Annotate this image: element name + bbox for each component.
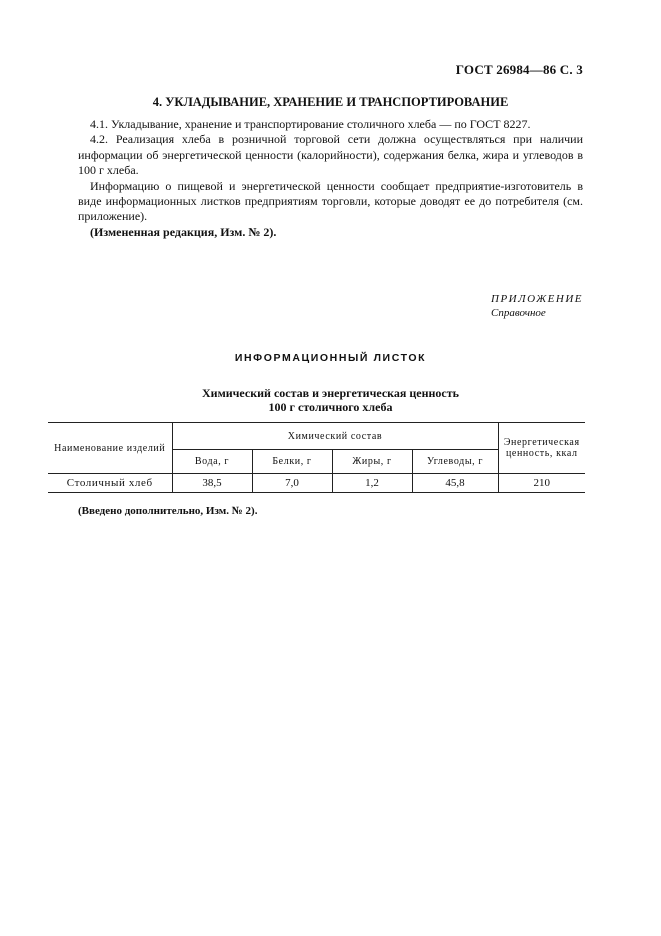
cell-water: 38,5 [172, 474, 252, 493]
cell-product-name: Столичный хлеб [48, 474, 172, 493]
cell-fat: 1,2 [332, 474, 412, 493]
header-carbohydrates: Углеводы, г [412, 450, 498, 474]
header-chemical-composition: Химический состав [172, 423, 498, 450]
cell-energy: 210 [498, 474, 585, 493]
header-protein: Белки, г [252, 450, 332, 474]
paragraph-4-2: 4.2. Реализация хлеба в розничной торговой сети должна осуществляться при наличии информации об энергетической ценности (калорийности), содержания белка, жира и углеводов в 100 г хлеба. [78, 132, 583, 178]
table-caption-line1: Химический состав и энергетическая ценность [201, 386, 459, 400]
cell-protein: 7,0 [252, 474, 332, 493]
header-energy-value: Энергетическая ценность, ккал [498, 423, 585, 474]
section-title: 4. УКЛАДЫВАНИЕ, ХРАНЕНИЕ И ТРАНСПОРТИРОВАНИЕ [152, 95, 509, 109]
table-caption [0, 387, 661, 414]
appendix-type: Справочное [491, 307, 546, 319]
appendix-label [491, 292, 583, 320]
addition-note: (Введено дополнительно, Изм. № 2). [78, 505, 258, 517]
header-product-name: Наименование изделий [48, 423, 172, 474]
appendix-title: ПРИЛОЖЕНИЕ [491, 293, 583, 305]
composition-table [48, 422, 585, 493]
table-row [48, 474, 585, 493]
header-fat: Жиры, г [332, 450, 412, 474]
amendment-note: (Измененная редакция, Изм. № 2). [90, 224, 277, 239]
paragraph-4-1: 4.1. Укладывание, хранение и транспортирование столичного хлеба — по ГОСТ 8227. [90, 117, 531, 131]
body-text [78, 117, 583, 240]
paragraph-info: Информацию о пищевой и энергетической ценности сообщает предприятие-изготовитель в виде информационных листков предприятиям торговли, которые доводят ее до потребителя (см. приложение). [78, 178, 583, 224]
document-reference: ГОСТ 26984—86 С. 3 [455, 62, 583, 77]
cell-carbohydrates: 45,8 [412, 474, 498, 493]
table-caption-line2: 100 г столичного хлеба [268, 399, 393, 414]
info-sheet-title: ИНФОРМАЦИОННЫЙ ЛИСТОК [234, 352, 427, 364]
header-water: Вода, г [172, 450, 252, 474]
